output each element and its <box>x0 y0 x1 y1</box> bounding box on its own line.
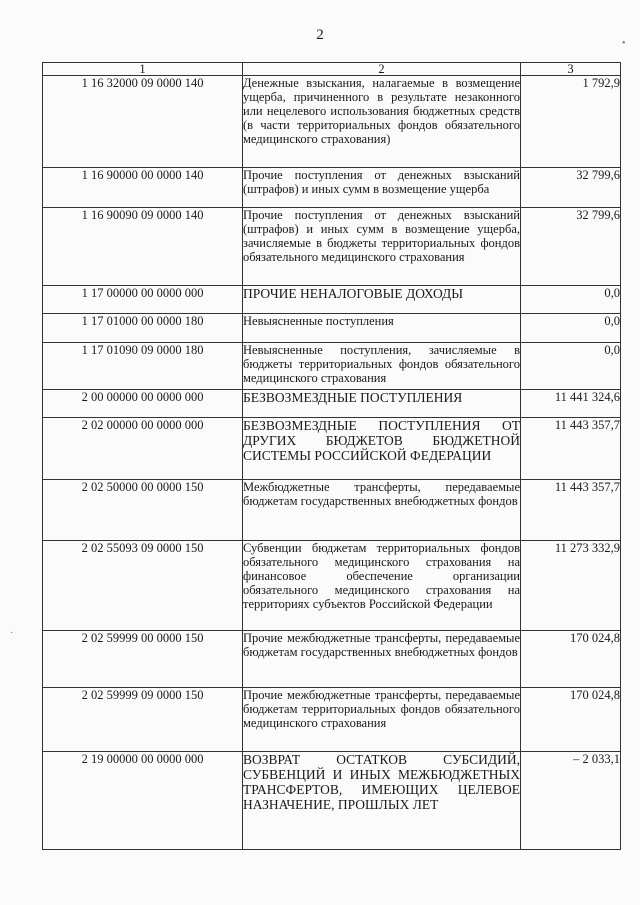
row-name: БЕЗВОЗМЕЗДНЫЕ ПОСТУПЛЕНИЯ <box>243 390 521 418</box>
row-amount: 11 273 332,9 <box>521 541 621 631</box>
row-code: 2 02 59999 09 0000 150 <box>43 688 243 752</box>
column-header-2: 2 <box>243 63 521 76</box>
row-code: 2 02 50000 00 0000 150 <box>43 480 243 541</box>
table-row <box>43 418 621 480</box>
row-code: 1 16 90000 00 0000 140 <box>43 168 243 208</box>
row-amount: 11 443 357,7 <box>521 418 621 480</box>
table-row <box>43 343 621 390</box>
row-name: БЕЗВОЗМЕЗДНЫЕ ПОСТУПЛЕНИЯ ОТ ДРУГИХ БЮДЖЕТОВ БЮДЖЕТНОЙ СИСТЕМЫ РОССИЙСКОЙ ФЕДЕРАЦИИ <box>243 418 521 480</box>
row-code: 2 00 00000 00 0000 000 <box>43 390 243 418</box>
table-row <box>43 314 621 343</box>
row-code: 1 16 32000 09 0000 140 <box>43 76 243 168</box>
row-name: ПРОЧИЕ НЕНАЛОГОВЫЕ ДОХОДЫ <box>243 286 521 314</box>
row-name: Прочие поступления от денежных взысканий (штрафов) и иных сумм в возмещение ущерба, зачисляемые в бюджеты территориальных фондов обязательного медицинского страхования <box>243 208 521 286</box>
row-code: 2 02 59999 00 0000 150 <box>43 631 243 688</box>
row-code: 1 17 01090 09 0000 180 <box>43 343 243 390</box>
row-amount: 170 024,8 <box>521 631 621 688</box>
column-header-1: 1 <box>43 63 243 76</box>
row-amount: 0,0 <box>521 314 621 343</box>
row-amount: 11 441 324,6 <box>521 390 621 418</box>
table-row <box>43 541 621 631</box>
table-row <box>43 688 621 752</box>
table-row <box>43 76 621 168</box>
row-name: Денежные взыскания, налагаемые в возмещение ущерба, причиненного в результате незаконного или нецелевого использования бюджетных средств (в части территориальных фондов обязательного медицинского страхования) <box>243 76 521 168</box>
row-name: Прочие поступления от денежных взысканий (штрафов) и иных сумм в возмещение ущерба <box>243 168 521 208</box>
row-name: Прочие межбюджетные трансферты, передаваемые бюджетам территориальных фондов обязательного медицинского страхования <box>243 688 521 752</box>
table-row <box>43 168 621 208</box>
column-header-3: 3 <box>521 63 621 76</box>
table-row <box>43 631 621 688</box>
row-amount: 0,0 <box>521 286 621 314</box>
row-amount: 32 799,6 <box>521 208 621 286</box>
row-code: 2 02 55093 09 0000 150 <box>43 541 243 631</box>
row-name: Прочие межбюджетные трансферты, передаваемые бюджетам государственных внебюджетных фондов <box>243 631 521 688</box>
row-name: ВОЗВРАТ ОСТАТКОВ СУБСИДИЙ, СУБВЕНЦИЙ И ИНЫХ МЕЖБЮДЖЕТНЫХ ТРАНСФЕРТОВ, ИМЕЮЩИХ ЦЕЛЕВОЕ НАЗНАЧЕНИЕ, ПРОШЛЫХ ЛЕТ <box>243 752 521 850</box>
table-body <box>43 76 621 850</box>
row-name: Невыясненные поступления <box>243 314 521 343</box>
row-name: Субвенции бюджетам территориальных фондов обязательного медицинского страхования на финансовое обеспечение организации обязательного медицинского страхования на территориях субъектов Российской Федерации <box>243 541 521 631</box>
revenue-table <box>42 62 621 850</box>
page-number: 2 <box>316 27 324 43</box>
scan-artifact-dot: · <box>10 628 14 639</box>
row-code: 1 17 01000 00 0000 180 <box>43 314 243 343</box>
table-row <box>43 390 621 418</box>
row-name: Невыясненные поступления, зачисляемые в бюджеты территориальных фондов обязательного медицинского страхования <box>243 343 521 390</box>
scan-artifact-dot: • <box>622 38 626 49</box>
table-row <box>43 480 621 541</box>
table-header-row <box>43 63 621 76</box>
row-code: 1 16 90090 09 0000 140 <box>43 208 243 286</box>
row-code: 2 02 00000 00 0000 000 <box>43 418 243 480</box>
row-code: 1 17 00000 00 0000 000 <box>43 286 243 314</box>
row-amount: 0,0 <box>521 343 621 390</box>
row-amount: 11 443 357,7 <box>521 480 621 541</box>
row-amount: 32 799,6 <box>521 168 621 208</box>
table-row <box>43 286 621 314</box>
row-amount: – 2 033,1 <box>521 752 621 850</box>
row-amount: 1 792,9 <box>521 76 621 168</box>
row-amount: 170 024,8 <box>521 688 621 752</box>
row-name: Межбюджетные трансферты, передаваемые бюджетам государственных внебюджетных фондов <box>243 480 521 541</box>
row-code: 2 19 00000 00 0000 000 <box>43 752 243 850</box>
table-row <box>43 208 621 286</box>
table-row <box>43 752 621 850</box>
